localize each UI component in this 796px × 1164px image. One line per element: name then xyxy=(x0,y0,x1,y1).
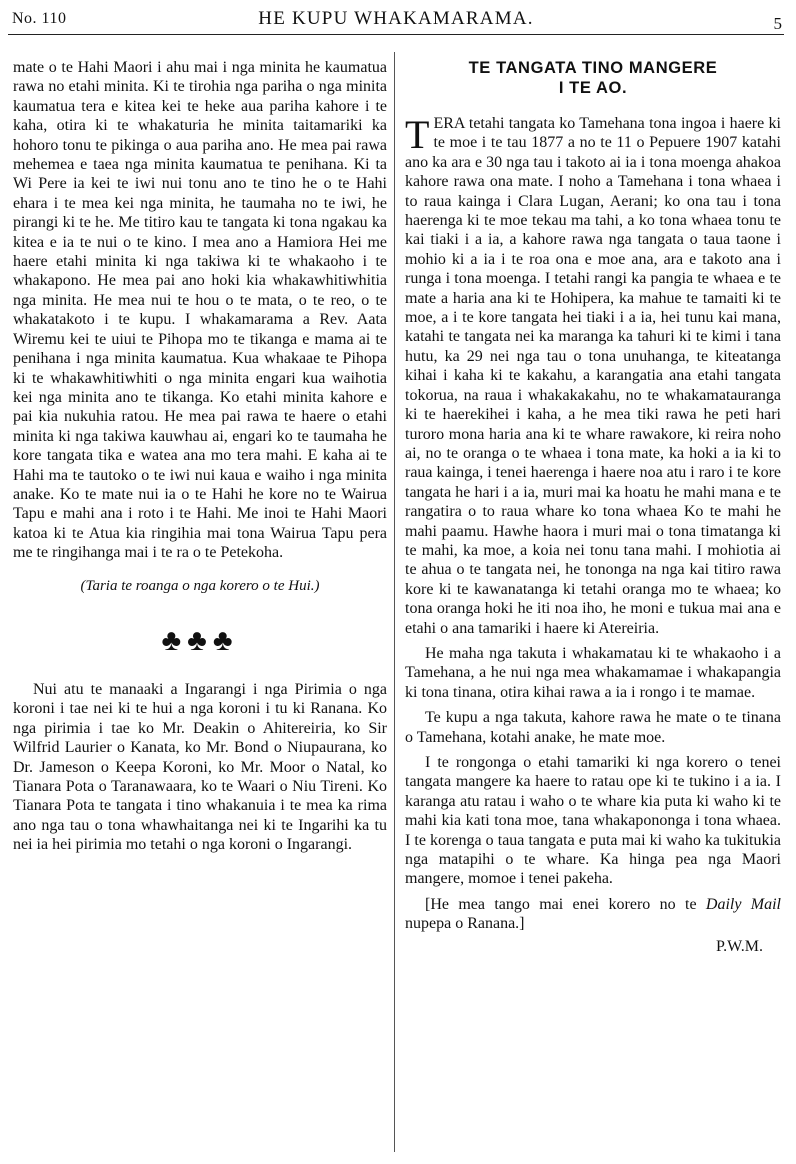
right-paragraph-4: I te rongonga o etahi tamariki ki nga korero o tenei tangata mangere ka haere to ratau ope ki te tukino i a ia. I karanga atu ratau i waho o te whare kia puta ki waho ki te mahi kia kati tona moe, tana whakapononga i tona whaea. I te korenga o taua tangata e puta mai ki waho ka tukitukia nga matapihi o te whare. Ka hinga pea nga Maori mangere, momoe i tenei pakeha. xyxy=(405,754,781,888)
article-title xyxy=(405,58,781,98)
right-column xyxy=(405,58,781,956)
right-paragraph-1 xyxy=(405,114,781,638)
page-header xyxy=(8,6,784,34)
column-divider xyxy=(394,52,395,1152)
page-number: 5 xyxy=(773,14,782,33)
left-paragraph-1: mate o te Hahi Maori i ahu mai i nga minita he kaumatua rawa no etahi minita. Ki te tirohia nga pariha o nga minita kaumatua tera e kitea kei te heke aua pariha kahore i te kaha, otira ki te whakaturia he minita taitamariki ka hohoro tonu te pikinga o aua pariha ano. He mea pai rawa mehemea e taea nga minita kaumatua te penihana. Ki ta Wi Pere ia kei te iwi nui tonu ano te tino he o te Hahi ehara i te mea kei nga minita, he taumaha no te iwi, he pirangi ki te he. Me titiro kau te tangata ki tona ngakau ka kitea e ia te nui o te kino. I mea ano a Hamiora Hei me haere etahi minita ki nga takiwa ki te whakaoho i te whakapono. He mea pai ano hoki kia whakawhitiwhitia nga minita. He mea nui te hou o te mata, o te reo, o te whakatakoto i te kupu. I whakamarama a Rev. Aata Wiremu kei te uiui te Pihopa mo te tikanga e mama ai te penihana i nga minita kaumatua. Kua whakaae te Pihopa ki te whakawhitiwhiti o nga minita engari kua waihotia kei nga minita ano te tikanga. Ko etahi minita kahore e pai kia nukuhia ratou. He mea pai rawa te haere o etahi minita ki nga takiwa kauwhau ai, engari ko te taumaha he kore tangata tika e watea ana mo tera mahi. E kaha ai te Hahi ma te tautoko o te iwi nui kaua e waiho i nga minita anake. Ko te mate nui ia o te Hahi he kore no te Wairua Tapu e mahi ana i roto i te Hahi. Me inoi te Hahi Maori katoa ki te Atua kia ringihia mai tona Wairua Tapu pera me te ringihanga mai i te ra o te Petekoha. xyxy=(13,59,387,562)
continuation-caption: (Taria te roanga o nga korero o te Hui.) xyxy=(80,577,320,594)
left-column xyxy=(13,58,387,855)
drop-cap: T xyxy=(405,112,430,157)
signature: P.W.M. xyxy=(716,937,763,955)
right-paragraph-1-text: ERA tetahi tangata ko Tamehana tona ingoa i haere ki te moe i te tau 1877 a no te 11 o Pepuere 1907 katahi ano ka ara e 30 nga tau i takoto ai ia i tona moenga ahakoa kahore rawa ona mate. I noho a Tamehana i tona whaea i to raua kainga i Clara Lugan, Aerani; ko ona tau i tona haerenga ki te moe tekau ma tahi, a ko tona whaea tonu te kai tiaki i a ia, a kahore rawa nga tangata o taua taone i mohio ki a ia i te roa ona e moe ana, ara e takoto ana i runga i tona moenga. I tetahi rangi ka pangia te whaea e te mate a haria ana ki te Hohipera, ka mahue te tamaiti ki te moe, a i te kore tangata hei tiaki i a ia, hei tunu kai mana, katahi te tangata nei ka maranga ka tahuri ki te kimi i tana hutu, ka 29 nei nga tau o tona unuhanga, te kiteatanga kihai i kaha ki te kakahu, a karangatia ana etahi tangata tokorua, na raua i whakakakahu, no te whakamatauranga ki te haerekihei i kaha, a he mea tiki rawa he peti hari turoro mona haria ana ki te whare rawakore, ki reira noho ai, no te oranga o te whaea i tona mate, ka hoki a ia ki to raua kainga, i tenei haerenga i haere noa atu i raro i te kore tangata he hari i a ia, muri mai ka hoatu he mahi mana e te rangatira o to raua whare ko tona whaea Ko te mahi he mahi paamu. Hawhe haora i muri mai o tona timatanga ki te mahi, ka moe, a koia nei tonu tana mahi. I mohiotia ai te ahua o te tangata nei, he tononga na nga kai titiro rawa kore ki te kawanatanga ki tetahi oranga mo te whaea; ko tona oranga hoki he iti noa iho, he moni e tukua mai ana e etahi o ana tamariki i haere ki Atereiria. xyxy=(405,115,781,637)
source-note-pre: [He mea tango mai enei korero no te xyxy=(425,895,706,913)
running-title: HE KUPU WHAKAMARAMA. xyxy=(258,8,534,29)
header-rule xyxy=(8,34,784,35)
source-note xyxy=(405,895,781,934)
right-paragraph-2: He maha nga takuta i whakamatau ki te whakaoho i a Tamehana, a he nui nga mea whakamamae i whakapangia ki tona tinana, otira kihai rawa a ia i rongo i te mamae. xyxy=(405,644,781,701)
left-paragraph-2: Nui atu te manaaki a Ingarangi i nga Pirimia o nga koroni i tae nei ki te hui a nga koroni i tu ki Ranana. Ko nga pirimia i tae ko Mr. Deakin o Ahitereiria, ko Sir Wilfrid Laurier o Kanata, ko Mr. Bond o Niupaurana, ko Dr. Jameson o Keepa Koroni, ko Mr. Moor o Natal, ko Tianara Pota o Taranawaara, ko te Waari o Niu Tireni. Ko Tianara Pota te tangata i tino whakanuia i te mea ka rima ano nga tau o tona whawhaitanga nei ki te Ingarihi ka tu nei ia hei pirimia mo tetahi o nga koroni o Ingarangi. xyxy=(13,680,387,854)
source-note-post: nupepa o Ranana.] xyxy=(405,915,525,933)
clover-ornament: ♣♣♣ xyxy=(161,623,239,657)
right-paragraph-3: Te kupu a nga takuta, kahore rawa he mate o te tinana o Tamehana, kotahi anake, he mate moe. xyxy=(405,709,781,746)
issue-number: No. 110 xyxy=(12,10,67,27)
source-publication: Daily Mail xyxy=(705,895,782,913)
article-title-line-1: TE TANGATA TINO MANGERE xyxy=(468,59,718,77)
article-title-line-2: I TE AO. xyxy=(558,79,628,97)
